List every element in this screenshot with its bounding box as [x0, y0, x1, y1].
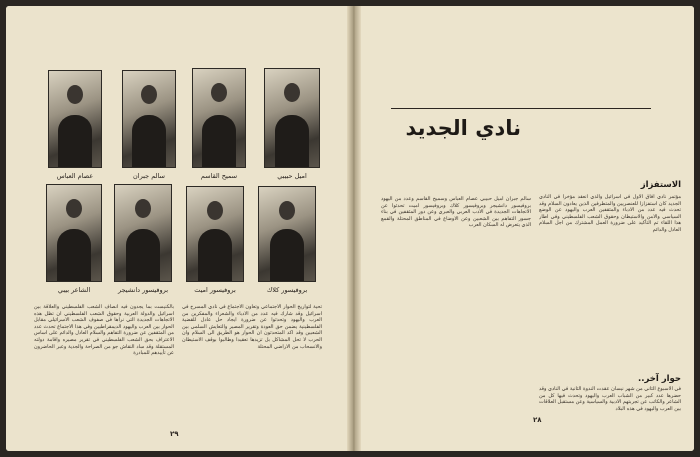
section-text-participants: سالم جبران اميل حبيبي عصام العباس وسميح القاسم وعدد من اليهود بروفيسور دانشيجر وبروفيسور كلاك وبروفيسور اميت تحدثوا عن الاتجاهات الجديدة في الادب العربي والعبري وعن دور المثقفين في بناء جسور التفاهم بين الشعبين وعن الاوضاع في المناطق المحتلة والقمع الذي يتعرض له السكان العرب [381, 196, 531, 229]
photo-caption-4: اميل حبيبي [277, 172, 307, 180]
left-page-column-right: تحية لتواريخ الحوار الاجتماعي وتعاون الاجتماع في نادي المسرح في اسرائيل وقد شارك فيه عدد من الادباء والشعراء والمفكرين من العرب واليهود وتحدثوا عن ضرورة ايجاد حل عادل للقضية الفلسطينية يضمن حق العودة وتقرير المصير والتعايش السلمي بين الشعبين وقد اكد المتحدثون ان الحوار هو الطريق الى السلام وان الحرب لا تحل المشاكل بل تزيدها تعقيدا وطالبوا بوقف الاستيطان والانسحاب من الاراضي المحتلة [182, 304, 322, 350]
photo-caption-1: عصام العباس [56, 172, 94, 180]
left-page-number: ٢٩ [170, 430, 179, 438]
photo-caption-7: بروفيسور اميت [194, 286, 236, 294]
photo-2 [122, 70, 176, 168]
right-page [361, 6, 694, 451]
photo-5 [46, 184, 102, 282]
photo-caption-6: بروفيسور دانشيجر [117, 286, 169, 294]
title-rule [391, 108, 651, 109]
photo-1 [48, 70, 102, 168]
photo-caption-8: بروفيسور كلاك [266, 286, 308, 294]
photo-caption-5: الشاعر بيبي [57, 286, 91, 294]
section-text-another-dialogue: في الاسبوع الثاني من شهر نيسان عقدت الندوة الثانية في النادي وقد حضرها عدد كبير من الشباب العرب واليهود وتحدث فيها كل من الشاعر والكاتب عن تجربتهم الادبية والسياسية وعن مستقبل العلاقات بين العرب واليهود في هذه البلاد [539, 386, 681, 412]
right-page-number: ٢٨ [533, 416, 542, 424]
left-page [6, 6, 347, 451]
magazine-spread [6, 6, 694, 451]
article-title: نادي الجديد [405, 116, 521, 140]
photo-caption-3: سميح القاسم [200, 172, 238, 180]
section-text-provocation: مؤتمر نادي افاق الاول في اسرائيل والذي انعقد مؤخرا في النادي الجديد كان استفزازا للعنصريين والمتطرفين الذين يعادون السلام وقد تحدث فيه عدد من الادباء والمثقفين العرب واليهود عن الوضع السياسي والامن والاستيطان وحقوق الشعب الفلسطيني وفي اطار هذا اللقاء تم التأكيد على ضرورة العمل المشترك من اجل السلام العادل والدائم [539, 194, 681, 233]
photo-6 [114, 184, 172, 282]
photo-7 [186, 186, 244, 282]
photo-3 [192, 68, 246, 168]
binding-gutter [347, 6, 361, 451]
section-heading-another-dialogue: حوار آخر.. [637, 374, 681, 384]
photo-caption-2: سالم جبران [133, 172, 165, 180]
photo-4 [264, 68, 320, 168]
photo-8 [258, 186, 316, 282]
section-heading-provocation: الاستفزاز [640, 180, 681, 190]
left-page-column-left: بالكنيست بما يجدون فيه انصاف الشعب الفلسطيني والعلاقة بين اسرائيل والدولة العربية وحقوق الشعب الفلسطيني ان تظل هذه الاتجاهات الجديدة التي نراها في صفوف الشعب الاسرائيلي مقابل الحوار بين العرب واليهود الديمقراطيين وفي هذا الاجتماع تحدث عدد من المثقفين عن ضرورة التفاهم والسلام العادل والدائم على اساس الاعتراف بحق الشعب الفلسطيني في تقرير مصيره واقامة دولته المستقلة وقد ساد النقاش جو من الصراحة والجدية وعبر الحاضرون عن تأييدهم للمبادرة [34, 304, 174, 357]
